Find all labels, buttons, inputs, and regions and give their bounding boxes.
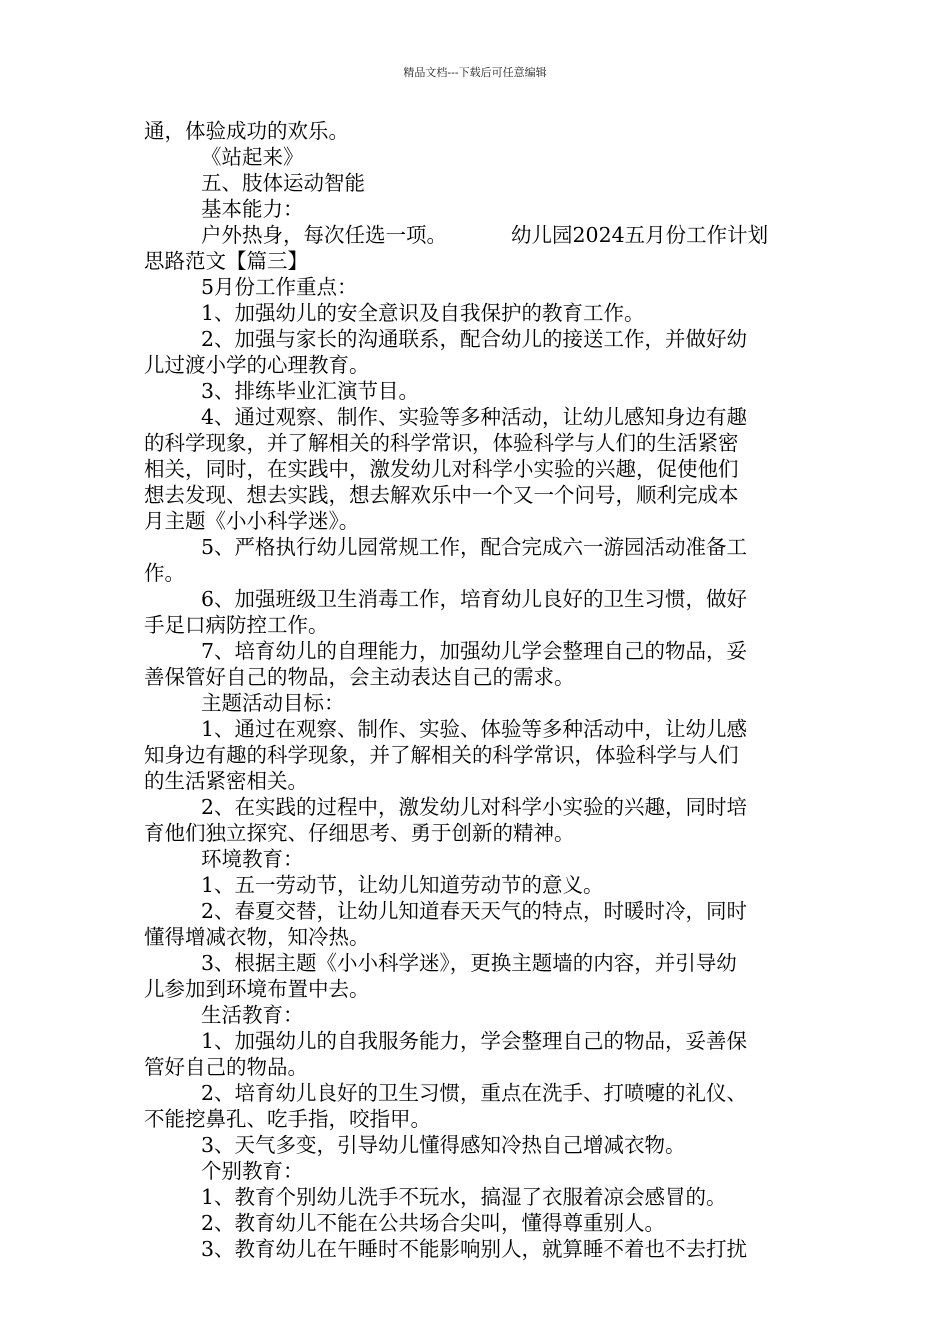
body-line: 五、肢体运动智能 xyxy=(201,171,365,195)
body-line: 善保管好自己的物品，会主动表达自己的需求。 xyxy=(144,665,575,689)
body-line: 3、根据主题《小小科学迷》，更换主题墙的内容，并引导幼 xyxy=(201,951,737,975)
body-line: 4、通过观察、制作、实验等多种活动，让幼儿感知身边有趣 xyxy=(201,405,748,429)
body-line: 3、天气多变，引导幼儿懂得感知冷热自己增减衣物。 xyxy=(201,1133,686,1157)
body-line: 1、加强幼儿的安全意识及自我保护的教育工作。 xyxy=(201,301,645,325)
body-line: 知身边有趣的科学现象，并了解相关的科学常识，体验科学与人们 xyxy=(144,743,739,767)
body-line: 月主题《小小科学迷》。 xyxy=(144,509,360,533)
body-line: 2、培育幼儿良好的卫生习惯，重点在洗手、打喷嚏的礼仪、 xyxy=(201,1081,748,1105)
body-line: 1、五一劳动节，让幼儿知道劳动节的意义。 xyxy=(201,873,604,897)
body-line: 2、在实践的过程中，激发幼儿对科学小实验的兴趣，同时培 xyxy=(201,795,748,819)
body-line: 儿参加到环境布置中去。 xyxy=(144,977,370,1001)
section-title: 幼儿园2024五月份工作计划 xyxy=(511,223,769,247)
body-line: 相关，同时，在实践中，激发幼儿对科学小实验的兴趣，促使他们 xyxy=(144,457,739,481)
section-heading: 主题活动目标： xyxy=(201,691,345,715)
body-line: 3、排练毕业汇演节目。 xyxy=(201,379,420,403)
section-heading: 个别教育： xyxy=(201,1159,304,1183)
section-title-continued: 思路范文【篇三】 xyxy=(144,249,308,273)
body-line: 想去发现、想去实践，想去解欢乐中一个又一个问号，顺利完成本 xyxy=(144,483,739,507)
body-line: 基本能力： xyxy=(201,197,304,221)
body-line: 育他们独立探究、仔细思考、勇于创新的精神。 xyxy=(144,821,575,845)
body-line: 2、加强与家长的沟通联系，配合幼儿的接送工作，并做好幼 xyxy=(201,327,748,351)
body-line: 7、培育幼儿的自理能力，加强幼儿学会整理自己的物品，妥 xyxy=(201,639,748,663)
page-header: 精品文档---下载后可任意编辑 xyxy=(403,66,547,79)
body-line: 6、加强班级卫生消毒工作，培育幼儿良好的卫生习惯，做好 xyxy=(201,587,748,611)
body-line-with-title xyxy=(144,222,808,248)
body-line: 2、教育幼儿不能在公共场合尖叫，懂得尊重别人。 xyxy=(201,1211,666,1235)
section-heading: 环境教育： xyxy=(201,847,304,871)
body-line: 1、通过在观察、制作、实验、体验等多种活动中，让幼儿感 xyxy=(201,717,748,741)
body-line: 《站起来》 xyxy=(201,145,304,169)
body-line: 1、教育个别幼儿洗手不玩水，搞湿了衣服着凉会感冒的。 xyxy=(201,1185,727,1209)
body-line: 5、严格执行幼儿园常规工作，配合完成六一游园活动准备工 xyxy=(201,535,748,559)
body-line: 的科学现象，并了解相关的科学常识，体验科学与人们的生活紧密 xyxy=(144,431,739,455)
section-heading: 生活教育： xyxy=(201,1003,304,1027)
body-line: 的生活紧密相关。 xyxy=(144,769,308,793)
body-line: 手足口病防控工作。 xyxy=(144,613,329,637)
section-heading: 5月份工作重点： xyxy=(201,275,358,299)
document-body xyxy=(144,118,808,1262)
body-line-text: 户外热身，每次任选一项。 xyxy=(201,223,447,247)
body-line: 懂得增减衣物，知冷热。 xyxy=(144,925,370,949)
body-line: 3、教育幼儿在午睡时不能影响别人，就算睡不着也不去打扰 xyxy=(201,1237,748,1261)
body-line: 通，体验成功的欢乐。 xyxy=(144,119,349,143)
body-line: 管好自己的物品。 xyxy=(144,1055,308,1079)
body-line: 1、加强幼儿的自我服务能力，学会整理自己的物品，妥善保 xyxy=(201,1029,748,1053)
body-line: 2、春夏交替，让幼儿知道春天天气的特点，时暖时冷，同时 xyxy=(201,899,748,923)
body-line: 儿过渡小学的心理教育。 xyxy=(144,353,370,377)
body-line: 作。 xyxy=(144,561,185,585)
body-line: 不能挖鼻孔、吃手指，咬指甲。 xyxy=(144,1107,431,1131)
